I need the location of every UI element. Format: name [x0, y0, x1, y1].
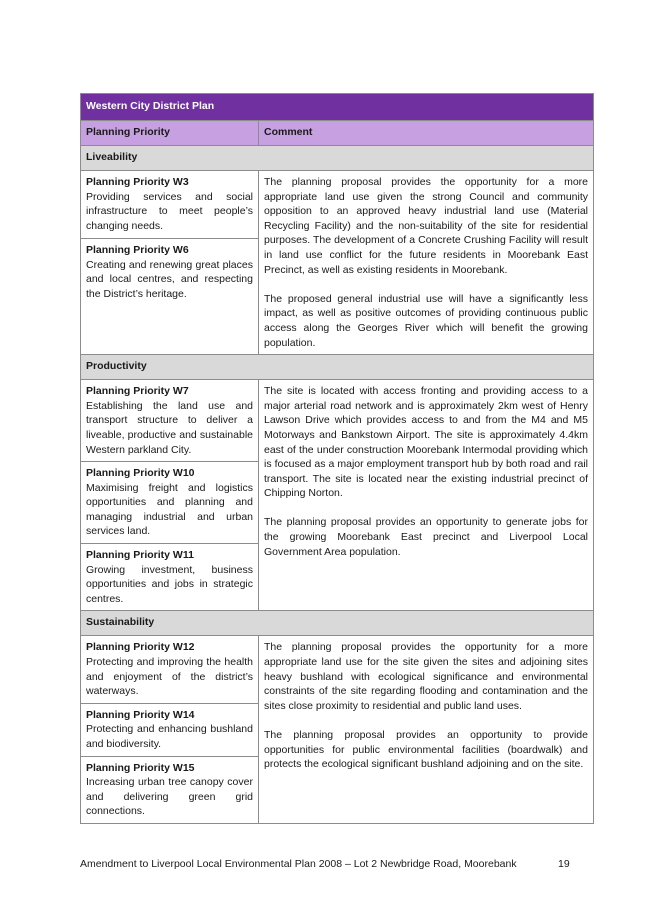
table-title: Western City District Plan	[81, 94, 594, 121]
priority-description: Providing services and social infrastructure to meet people’s changing needs.	[86, 190, 253, 232]
priority-description: Establishing the land use and transport structure to deliver a liveable, productive and sustainable Western parkland City.	[86, 399, 253, 456]
priority-description: Protecting and improving the health and enjoyment of the district’s waterways.	[86, 656, 253, 698]
table-row	[81, 171, 594, 239]
comment-paragraph: The planning proposal provides an opportunity to generate jobs for the growing Moorebank East precinct and Liverpool Local Government Area population.	[264, 516, 588, 558]
comment-paragraph: The planning proposal provides the opportunity for a more appropriate land use for the site given the sites and adjoining sites heavy bushland with ecological significance and environmental constraints of the site regarding flooding and contamination and the sites close proximity to residential and public land uses.	[264, 641, 588, 712]
table-row	[81, 380, 594, 462]
priority-name: Planning Priority W12	[86, 641, 195, 654]
priority-cell	[81, 636, 259, 703]
priority-name: Planning Priority W15	[86, 761, 195, 774]
priority-cell	[81, 462, 259, 544]
page-number: 19	[558, 858, 570, 870]
comment-paragraph: The planning proposal provides an opportunity to provide opportunities for public environmental facilities (boardwalk) and protects the ecological significant bushland adjoining and on the site.	[264, 729, 588, 771]
section-title: Liveability	[81, 146, 594, 171]
table-title-row	[81, 94, 594, 121]
section-row-sustainability	[81, 611, 594, 636]
priority-cell	[81, 239, 259, 355]
priority-description: Increasing urban tree canopy cover and delivering green grid connections.	[86, 776, 253, 818]
priority-name: Planning Priority W3	[86, 176, 189, 188]
priority-description: Maximising freight and logistics opportunities and planning and managing industrial and urban services land.	[86, 481, 253, 538]
priority-description: Creating and renewing great places and local centres, and respecting the District’s heritage.	[86, 258, 253, 300]
comment-cell	[259, 380, 594, 611]
comment-paragraph: The site is located with access fronting and providing access to a major arterial road network and is approximately 2km west of Henry Lawson Drive which provides access to and from the M4 and M5 Motorways and Bankstown Airport. The site is approximately 4.4km east of the under construction Moorebank Intermodal providing which is focused as a major employment transport hub by both road and rail transport. The site is located near the existing industrial precinct of Chipping Norton.	[264, 385, 588, 500]
comment-paragraph: The proposed general industrial use will have a significantly less impact, as well as positive outcomes of providing continuous public access along the Georges River which will benefit the growing population.	[264, 292, 588, 349]
comment-cell	[259, 636, 594, 824]
priority-name: Planning Priority W11	[86, 549, 194, 562]
section-title: Sustainability	[81, 611, 594, 636]
priority-cell	[81, 171, 259, 239]
priority-cell	[81, 380, 259, 462]
priority-description: Protecting and enhancing bushland and biodiversity.	[86, 723, 253, 750]
column-header-comment: Comment	[259, 121, 594, 146]
priority-description: Growing investment, business opportunities and jobs in strategic centres.	[86, 563, 253, 605]
section-row-liveability	[81, 146, 594, 171]
priority-name: Planning Priority W7	[86, 385, 189, 398]
priority-name: Planning Priority W6	[86, 244, 189, 257]
priority-name: Planning Priority W14	[86, 708, 195, 721]
table-row	[81, 636, 594, 703]
table-header-row	[81, 121, 594, 146]
priority-cell	[81, 756, 259, 823]
district-plan-table	[80, 93, 594, 824]
section-row-productivity	[81, 355, 594, 380]
section-title: Productivity	[81, 355, 594, 380]
column-header-priority: Planning Priority	[81, 121, 259, 146]
comment-cell	[259, 171, 594, 355]
footer-text: Amendment to Liverpool Local Environmental Plan 2008 – Lot 2 Newbridge Road, Moorebank	[80, 858, 517, 870]
priority-cell	[81, 703, 259, 756]
priority-name: Planning Priority W10	[86, 467, 195, 480]
priority-cell	[81, 544, 259, 611]
comment-paragraph: The planning proposal provides the opportunity for a more appropriate land use given the strong Council and community opposition to an approved heavy industrial land use (Material Recycling Facility) and the non-suitability of the site for residential purposes. The development of a Concrete Crushing Facility will result in land use conflict for the future residents in Moorebank East Precinct, as well as existing residents in Moorebank.	[264, 176, 588, 276]
